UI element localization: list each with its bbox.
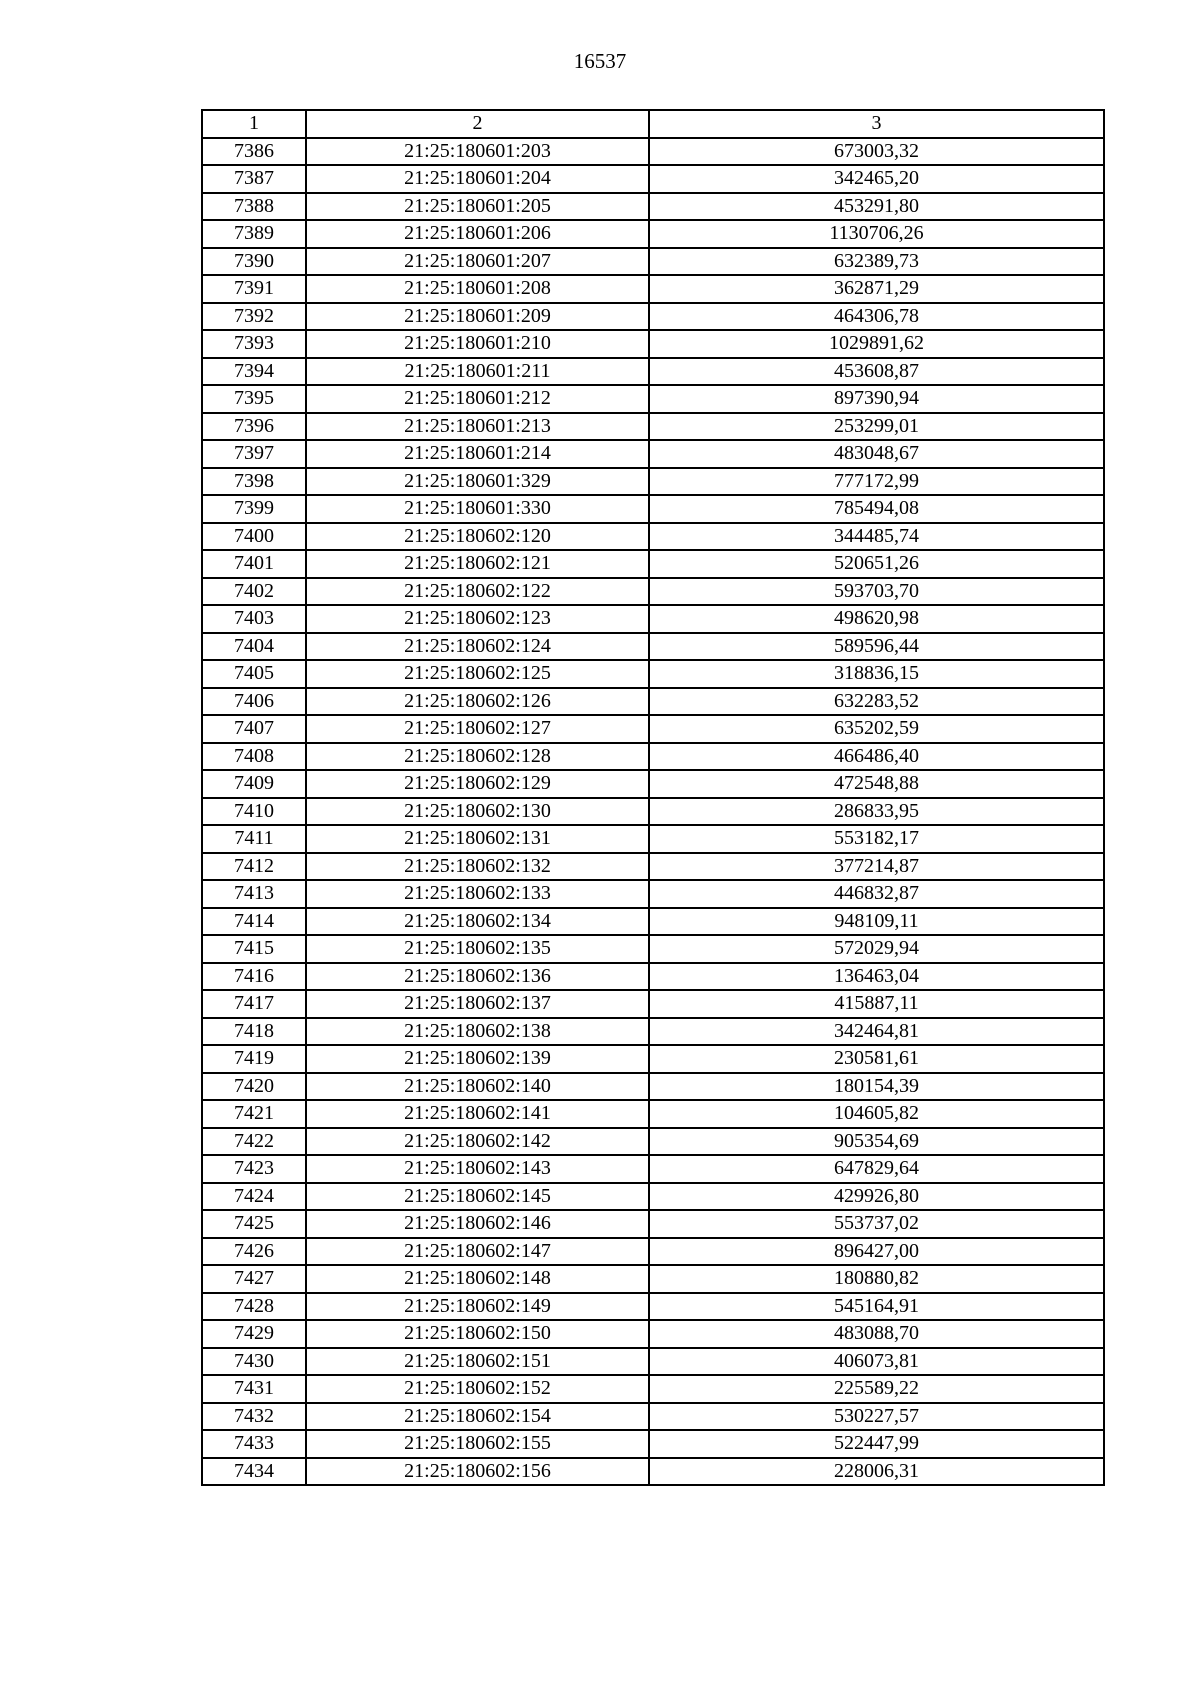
row-number-cell: 7424: [202, 1183, 306, 1211]
table-row: [202, 275, 1104, 303]
cadastral-number-cell: 21:25:180602:143: [306, 1155, 649, 1183]
table-row: [202, 550, 1104, 578]
cadastral-number-cell: 21:25:180602:146: [306, 1210, 649, 1238]
row-number-cell: 7419: [202, 1045, 306, 1073]
value-cell: 453291,80: [649, 193, 1104, 221]
row-number-cell: 7393: [202, 330, 306, 358]
table-row: [202, 990, 1104, 1018]
cadastral-number-cell: 21:25:180602:138: [306, 1018, 649, 1046]
row-number-cell: 7412: [202, 853, 306, 881]
value-cell: 362871,29: [649, 275, 1104, 303]
value-cell: 673003,32: [649, 138, 1104, 166]
value-cell: 342464,81: [649, 1018, 1104, 1046]
value-cell: 318836,15: [649, 660, 1104, 688]
value-cell: 589596,44: [649, 633, 1104, 661]
table-row: [202, 908, 1104, 936]
cadastral-number-cell: 21:25:180602:130: [306, 798, 649, 826]
value-cell: 286833,95: [649, 798, 1104, 826]
cadastral-number-cell: 21:25:180601:208: [306, 275, 649, 303]
value-cell: 948109,11: [649, 908, 1104, 936]
value-cell: 180154,39: [649, 1073, 1104, 1101]
value-cell: 136463,04: [649, 963, 1104, 991]
table-row: [202, 413, 1104, 441]
cadastral-number-cell: 21:25:180602:127: [306, 715, 649, 743]
row-number-cell: 7425: [202, 1210, 306, 1238]
table-row: [202, 1155, 1104, 1183]
value-cell: 785494,08: [649, 495, 1104, 523]
value-cell: 498620,98: [649, 605, 1104, 633]
row-number-cell: 7397: [202, 440, 306, 468]
row-number-cell: 7410: [202, 798, 306, 826]
row-number-cell: 7427: [202, 1265, 306, 1293]
table-row: [202, 880, 1104, 908]
column-header-3: 3: [649, 110, 1104, 138]
cadastral-number-cell: 21:25:180602:133: [306, 880, 649, 908]
table-row: [202, 1045, 1104, 1073]
cadastral-number-cell: 21:25:180602:137: [306, 990, 649, 1018]
cadastral-number-cell: 21:25:180602:132: [306, 853, 649, 881]
cadastral-number-cell: 21:25:180602:139: [306, 1045, 649, 1073]
table-row: [202, 1320, 1104, 1348]
row-number-cell: 7405: [202, 660, 306, 688]
cadastral-number-cell: 21:25:180602:141: [306, 1100, 649, 1128]
cadastral-number-cell: 21:25:180602:151: [306, 1348, 649, 1376]
cadastral-number-cell: 21:25:180602:121: [306, 550, 649, 578]
row-number-cell: 7434: [202, 1458, 306, 1486]
cadastral-number-cell: 21:25:180602:124: [306, 633, 649, 661]
row-number-cell: 7391: [202, 275, 306, 303]
table-row: [202, 1073, 1104, 1101]
value-cell: 905354,69: [649, 1128, 1104, 1156]
cadastral-number-cell: 21:25:180601:214: [306, 440, 649, 468]
value-cell: 230581,61: [649, 1045, 1104, 1073]
page-number: 16537: [573, 49, 627, 73]
cadastral-number-cell: 21:25:180601:207: [306, 248, 649, 276]
table-row: [202, 385, 1104, 413]
cadastral-number-cell: 21:25:180602:135: [306, 935, 649, 963]
value-cell: 180880,82: [649, 1265, 1104, 1293]
table-header: [202, 110, 1104, 138]
value-cell: 1130706,26: [649, 220, 1104, 248]
row-number-cell: 7406: [202, 688, 306, 716]
value-cell: 466486,40: [649, 743, 1104, 771]
table-row: [202, 248, 1104, 276]
cadastral-number-cell: 21:25:180601:212: [306, 385, 649, 413]
row-number-cell: 7387: [202, 165, 306, 193]
table-row: [202, 1018, 1104, 1046]
table-row: [202, 935, 1104, 963]
table-row: [202, 715, 1104, 743]
cadastral-number-cell: 21:25:180602:125: [306, 660, 649, 688]
value-cell: 472548,88: [649, 770, 1104, 798]
value-cell: 530227,57: [649, 1403, 1104, 1431]
table-row: [202, 330, 1104, 358]
row-number-cell: 7392: [202, 303, 306, 331]
cadastral-number-cell: 21:25:180602:150: [306, 1320, 649, 1348]
column-header-2: 2: [306, 110, 649, 138]
value-cell: 777172,99: [649, 468, 1104, 496]
table-row: [202, 963, 1104, 991]
value-cell: 253299,01: [649, 413, 1104, 441]
cadastral-number-cell: 21:25:180602:122: [306, 578, 649, 606]
value-cell: 429926,80: [649, 1183, 1104, 1211]
row-number-cell: 7411: [202, 825, 306, 853]
cadastral-number-cell: 21:25:180602:120: [306, 523, 649, 551]
value-cell: 545164,91: [649, 1293, 1104, 1321]
table-row: [202, 495, 1104, 523]
table-row: [202, 1293, 1104, 1321]
table-row: [202, 440, 1104, 468]
table-row: [202, 358, 1104, 386]
value-cell: 446832,87: [649, 880, 1104, 908]
table-row: [202, 1348, 1104, 1376]
table-row: [202, 770, 1104, 798]
value-cell: 647829,64: [649, 1155, 1104, 1183]
row-number-cell: 7423: [202, 1155, 306, 1183]
cadastral-number-cell: 21:25:180602:126: [306, 688, 649, 716]
value-cell: 632283,52: [649, 688, 1104, 716]
cadastral-number-cell: 21:25:180602:128: [306, 743, 649, 771]
cadastral-number-cell: 21:25:180601:206: [306, 220, 649, 248]
cadastral-number-cell: 21:25:180601:209: [306, 303, 649, 331]
value-cell: 553737,02: [649, 1210, 1104, 1238]
row-number-cell: 7426: [202, 1238, 306, 1266]
row-number-cell: 7418: [202, 1018, 306, 1046]
row-number-cell: 7404: [202, 633, 306, 661]
cadastral-number-cell: 21:25:180601:213: [306, 413, 649, 441]
table-row: [202, 1265, 1104, 1293]
table-row: [202, 1430, 1104, 1458]
table-row: [202, 1100, 1104, 1128]
table-row: [202, 193, 1104, 221]
table-row: [202, 853, 1104, 881]
row-number-cell: 7407: [202, 715, 306, 743]
table-row: [202, 220, 1104, 248]
row-number-cell: 7398: [202, 468, 306, 496]
table-row: [202, 1238, 1104, 1266]
table-row: [202, 660, 1104, 688]
cadastral-number-cell: 21:25:180602:131: [306, 825, 649, 853]
table-row: [202, 578, 1104, 606]
cadastral-number-cell: 21:25:180601:204: [306, 165, 649, 193]
value-cell: 453608,87: [649, 358, 1104, 386]
row-number-cell: 7395: [202, 385, 306, 413]
value-cell: 553182,17: [649, 825, 1104, 853]
value-cell: 896427,00: [649, 1238, 1104, 1266]
row-number-cell: 7389: [202, 220, 306, 248]
table-row: [202, 1458, 1104, 1486]
cadastral-number-cell: 21:25:180602:147: [306, 1238, 649, 1266]
row-number-cell: 7396: [202, 413, 306, 441]
cadastral-number-cell: 21:25:180602:142: [306, 1128, 649, 1156]
value-cell: 572029,94: [649, 935, 1104, 963]
table-row: [202, 303, 1104, 331]
table-row: [202, 523, 1104, 551]
value-cell: 342465,20: [649, 165, 1104, 193]
cadastral-number-cell: 21:25:180601:211: [306, 358, 649, 386]
row-number-cell: 7394: [202, 358, 306, 386]
row-number-cell: 7413: [202, 880, 306, 908]
row-number-cell: 7430: [202, 1348, 306, 1376]
row-number-cell: 7416: [202, 963, 306, 991]
row-number-cell: 7420: [202, 1073, 306, 1101]
value-cell: 228006,31: [649, 1458, 1104, 1486]
table-row: [202, 633, 1104, 661]
row-number-cell: 7390: [202, 248, 306, 276]
row-number-cell: 7409: [202, 770, 306, 798]
value-cell: 406073,81: [649, 1348, 1104, 1376]
table-row: [202, 798, 1104, 826]
row-number-cell: 7433: [202, 1430, 306, 1458]
header-row: [202, 110, 1104, 138]
cadastral-number-cell: 21:25:180602:154: [306, 1403, 649, 1431]
table-row: [202, 138, 1104, 166]
cadastral-number-cell: 21:25:180602:140: [306, 1073, 649, 1101]
table-row: [202, 1210, 1104, 1238]
value-cell: 483088,70: [649, 1320, 1104, 1348]
cadastral-number-cell: 21:25:180602:134: [306, 908, 649, 936]
value-cell: 635202,59: [649, 715, 1104, 743]
row-number-cell: 7417: [202, 990, 306, 1018]
value-cell: 344485,74: [649, 523, 1104, 551]
cadastral-number-cell: 21:25:180602:149: [306, 1293, 649, 1321]
table-body: [202, 138, 1104, 1486]
value-cell: 104605,82: [649, 1100, 1104, 1128]
cadastral-number-cell: 21:25:180601:330: [306, 495, 649, 523]
value-cell: 897390,94: [649, 385, 1104, 413]
row-number-cell: 7401: [202, 550, 306, 578]
value-cell: 377214,87: [649, 853, 1104, 881]
table-row: [202, 1183, 1104, 1211]
cadastral-number-cell: 21:25:180601:329: [306, 468, 649, 496]
column-header-1: 1: [202, 110, 306, 138]
value-cell: 483048,67: [649, 440, 1104, 468]
table-row: [202, 468, 1104, 496]
cadastral-number-cell: 21:25:180602:136: [306, 963, 649, 991]
value-cell: 1029891,62: [649, 330, 1104, 358]
cadastral-number-cell: 21:25:180601:205: [306, 193, 649, 221]
cadastral-number-cell: 21:25:180602:129: [306, 770, 649, 798]
value-cell: 522447,99: [649, 1430, 1104, 1458]
cadastral-number-cell: 21:25:180601:210: [306, 330, 649, 358]
row-number-cell: 7415: [202, 935, 306, 963]
row-number-cell: 7408: [202, 743, 306, 771]
row-number-cell: 7422: [202, 1128, 306, 1156]
value-cell: 593703,70: [649, 578, 1104, 606]
row-number-cell: 7432: [202, 1403, 306, 1431]
table-row: [202, 1403, 1104, 1431]
cadastral-number-cell: 21:25:180602:148: [306, 1265, 649, 1293]
row-number-cell: 7386: [202, 138, 306, 166]
table-row: [202, 1128, 1104, 1156]
cadastral-number-cell: 21:25:180602:152: [306, 1375, 649, 1403]
cadastral-number-cell: 21:25:180602:145: [306, 1183, 649, 1211]
value-cell: 464306,78: [649, 303, 1104, 331]
table-row: [202, 605, 1104, 633]
row-number-cell: 7399: [202, 495, 306, 523]
row-number-cell: 7400: [202, 523, 306, 551]
row-number-cell: 7402: [202, 578, 306, 606]
data-table: [201, 109, 1105, 1486]
row-number-cell: 7414: [202, 908, 306, 936]
row-number-cell: 7429: [202, 1320, 306, 1348]
table-row: [202, 688, 1104, 716]
value-cell: 520651,26: [649, 550, 1104, 578]
row-number-cell: 7403: [202, 605, 306, 633]
cadastral-number-cell: 21:25:180602:156: [306, 1458, 649, 1486]
cadastral-number-cell: 21:25:180601:203: [306, 138, 649, 166]
cadastral-number-cell: 21:25:180602:155: [306, 1430, 649, 1458]
table-row: [202, 165, 1104, 193]
row-number-cell: 7431: [202, 1375, 306, 1403]
cadastral-number-cell: 21:25:180602:123: [306, 605, 649, 633]
table-row: [202, 743, 1104, 771]
table-row: [202, 825, 1104, 853]
value-cell: 632389,73: [649, 248, 1104, 276]
row-number-cell: 7421: [202, 1100, 306, 1128]
table-row: [202, 1375, 1104, 1403]
value-cell: 415887,11: [649, 990, 1104, 1018]
value-cell: 225589,22: [649, 1375, 1104, 1403]
row-number-cell: 7388: [202, 193, 306, 221]
row-number-cell: 7428: [202, 1293, 306, 1321]
